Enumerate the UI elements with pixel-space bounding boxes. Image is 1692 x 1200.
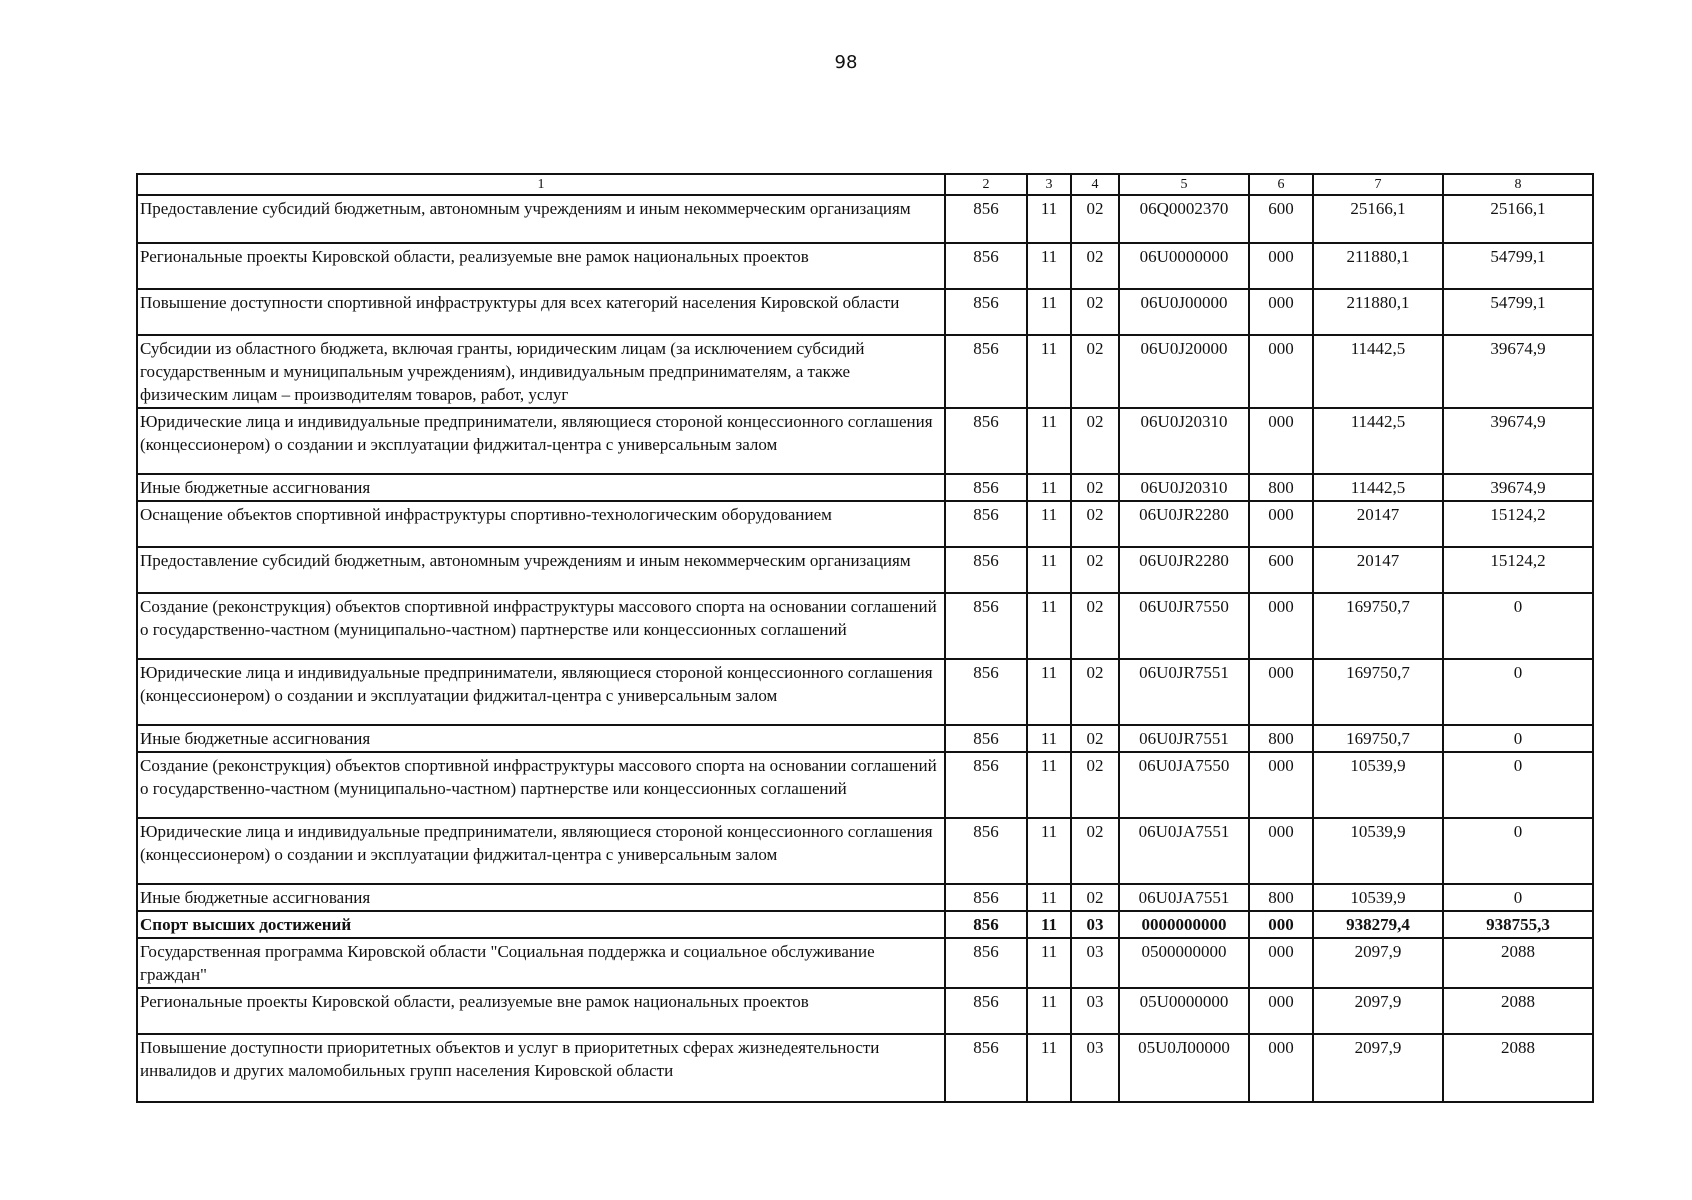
row-amount-year-2: 15124,2 bbox=[1443, 501, 1593, 547]
row-name: Государственная программа Кировской области "Социальная поддержка и социальное обслуживание граждан" bbox=[137, 938, 945, 988]
row-subsection: 02 bbox=[1071, 474, 1119, 501]
row-name: Создание (реконструкция) объектов спортивной инфраструктуры массового спорта на основании соглашений о государственно-частном (муниципально-частном) партнерстве или концессионных соглашений bbox=[137, 752, 945, 818]
col-header: 2 bbox=[945, 174, 1027, 195]
row-subsection: 02 bbox=[1071, 195, 1119, 243]
row-section: 11 bbox=[1027, 593, 1071, 659]
row-amount-year-1: 2097,9 bbox=[1313, 988, 1443, 1034]
row-amount-year-2: 54799,1 bbox=[1443, 243, 1593, 289]
row-target-code: 05U0000000 bbox=[1119, 988, 1249, 1034]
row-admin-code: 856 bbox=[945, 243, 1027, 289]
row-target-code: 06U0JR2280 bbox=[1119, 501, 1249, 547]
row-admin-code: 856 bbox=[945, 659, 1027, 725]
row-expense-type: 000 bbox=[1249, 408, 1313, 474]
row-target-code: 06U0JA7551 bbox=[1119, 884, 1249, 911]
row-name: Повышение доступности приоритетных объектов и услуг в приоритетных сферах жизнедеятельности инвалидов и других маломобильных групп населения Кировской области bbox=[137, 1034, 945, 1102]
table-row bbox=[137, 818, 1593, 884]
table-row bbox=[137, 547, 1593, 593]
row-name: Юридические лица и индивидуальные предприниматели, являющиеся стороной концессионного соглашения (концессионером) о создании и эксплуатации фиджитал-центра с универсальным залом bbox=[137, 818, 945, 884]
row-expense-type: 000 bbox=[1249, 911, 1313, 938]
row-amount-year-1: 211880,1 bbox=[1313, 289, 1443, 335]
row-target-code: 05U0Л00000 bbox=[1119, 1034, 1249, 1102]
row-amount-year-2: 938755,3 bbox=[1443, 911, 1593, 938]
row-subsection: 02 bbox=[1071, 243, 1119, 289]
row-amount-year-1: 169750,7 bbox=[1313, 725, 1443, 752]
row-subsection: 03 bbox=[1071, 1034, 1119, 1102]
col-header: 6 bbox=[1249, 174, 1313, 195]
row-section: 11 bbox=[1027, 474, 1071, 501]
table-row bbox=[137, 243, 1593, 289]
row-amount-year-1: 211880,1 bbox=[1313, 243, 1443, 289]
row-subsection: 02 bbox=[1071, 335, 1119, 408]
row-expense-type: 000 bbox=[1249, 752, 1313, 818]
row-admin-code: 856 bbox=[945, 1034, 1027, 1102]
row-expense-type: 800 bbox=[1249, 725, 1313, 752]
row-admin-code: 856 bbox=[945, 335, 1027, 408]
page-number: 98 bbox=[834, 52, 858, 73]
table-row bbox=[137, 938, 1593, 988]
row-amount-year-1: 10539,9 bbox=[1313, 884, 1443, 911]
row-amount-year-2: 25166,1 bbox=[1443, 195, 1593, 243]
table-row bbox=[137, 195, 1593, 243]
row-admin-code: 856 bbox=[945, 818, 1027, 884]
row-section: 11 bbox=[1027, 408, 1071, 474]
row-target-code: 06U0JA7550 bbox=[1119, 752, 1249, 818]
row-name: Иные бюджетные ассигнования bbox=[137, 474, 945, 501]
row-amount-year-1: 169750,7 bbox=[1313, 659, 1443, 725]
row-section: 11 bbox=[1027, 752, 1071, 818]
row-name: Повышение доступности спортивной инфраструктуры для всех категорий населения Кировской области bbox=[137, 289, 945, 335]
row-expense-type: 000 bbox=[1249, 988, 1313, 1034]
row-expense-type: 000 bbox=[1249, 818, 1313, 884]
row-expense-type: 000 bbox=[1249, 593, 1313, 659]
row-subsection: 03 bbox=[1071, 911, 1119, 938]
row-expense-type: 000 bbox=[1249, 335, 1313, 408]
row-amount-year-2: 2088 bbox=[1443, 1034, 1593, 1102]
row-target-code: 06U0JR7551 bbox=[1119, 725, 1249, 752]
header-row bbox=[137, 174, 1593, 195]
row-name: Оснащение объектов спортивной инфраструктуры спортивно-технологическим оборудованием bbox=[137, 501, 945, 547]
row-name: Региональные проекты Кировской области, реализуемые вне рамок национальных проектов bbox=[137, 243, 945, 289]
row-subsection: 02 bbox=[1071, 659, 1119, 725]
row-name: Юридические лица и индивидуальные предприниматели, являющиеся стороной концессионного соглашения (концессионером) о создании и эксплуатации фиджитал-центра с универсальным залом bbox=[137, 659, 945, 725]
row-section: 11 bbox=[1027, 818, 1071, 884]
row-admin-code: 856 bbox=[945, 289, 1027, 335]
row-expense-type: 800 bbox=[1249, 884, 1313, 911]
row-expense-type: 000 bbox=[1249, 243, 1313, 289]
row-name: Спорт высших достижений bbox=[137, 911, 945, 938]
row-target-code: 06U0J20310 bbox=[1119, 408, 1249, 474]
row-subsection: 02 bbox=[1071, 408, 1119, 474]
table-row bbox=[137, 988, 1593, 1034]
row-subsection: 02 bbox=[1071, 501, 1119, 547]
row-subsection: 02 bbox=[1071, 818, 1119, 884]
row-amount-year-1: 10539,9 bbox=[1313, 752, 1443, 818]
table-row bbox=[137, 659, 1593, 725]
row-section: 11 bbox=[1027, 988, 1071, 1034]
row-expense-type: 600 bbox=[1249, 547, 1313, 593]
row-amount-year-1: 20147 bbox=[1313, 501, 1443, 547]
row-target-code: 06U0000000 bbox=[1119, 243, 1249, 289]
row-subsection: 02 bbox=[1071, 593, 1119, 659]
row-amount-year-1: 11442,5 bbox=[1313, 408, 1443, 474]
row-amount-year-2: 2088 bbox=[1443, 988, 1593, 1034]
row-section: 11 bbox=[1027, 195, 1071, 243]
row-section: 11 bbox=[1027, 501, 1071, 547]
row-section: 11 bbox=[1027, 335, 1071, 408]
row-name: Предоставление субсидий бюджетным, автономным учреждениям и иным некоммерческим организациям bbox=[137, 547, 945, 593]
row-amount-year-1: 11442,5 bbox=[1313, 474, 1443, 501]
row-name: Иные бюджетные ассигнования bbox=[137, 725, 945, 752]
row-amount-year-1: 10539,9 bbox=[1313, 818, 1443, 884]
row-admin-code: 856 bbox=[945, 547, 1027, 593]
table-row bbox=[137, 752, 1593, 818]
row-subsection: 03 bbox=[1071, 988, 1119, 1034]
row-amount-year-2: 2088 bbox=[1443, 938, 1593, 988]
row-subsection: 02 bbox=[1071, 547, 1119, 593]
row-target-code: 0500000000 bbox=[1119, 938, 1249, 988]
row-subsection: 02 bbox=[1071, 884, 1119, 911]
row-amount-year-2: 0 bbox=[1443, 752, 1593, 818]
row-name: Субсидии из областного бюджета, включая гранты, юридическим лицам (за исключением субсидий государственным и муниципальным учреждениям), индивидуальным предпринимателям, а также физическим лицам – производителям товаров, работ, услуг bbox=[137, 335, 945, 408]
row-expense-type: 000 bbox=[1249, 1034, 1313, 1102]
row-name: Создание (реконструкция) объектов спортивной инфраструктуры массового спорта на основании соглашений о государственно-частном (муниципально-частном) партнерстве или концессионных соглашений bbox=[137, 593, 945, 659]
row-admin-code: 856 bbox=[945, 752, 1027, 818]
row-amount-year-2: 39674,9 bbox=[1443, 335, 1593, 408]
row-amount-year-2: 0 bbox=[1443, 593, 1593, 659]
row-amount-year-1: 25166,1 bbox=[1313, 195, 1443, 243]
row-target-code: 06U0JR2280 bbox=[1119, 547, 1249, 593]
row-section: 11 bbox=[1027, 659, 1071, 725]
row-admin-code: 856 bbox=[945, 593, 1027, 659]
row-section: 11 bbox=[1027, 725, 1071, 752]
budget-table bbox=[136, 173, 1594, 1103]
table-row bbox=[137, 408, 1593, 474]
row-expense-type: 000 bbox=[1249, 659, 1313, 725]
table-row bbox=[137, 474, 1593, 501]
row-name: Предоставление субсидий бюджетным, автономным учреждениям и иным некоммерческим организациям bbox=[137, 195, 945, 243]
row-target-code: 06U0JR7551 bbox=[1119, 659, 1249, 725]
row-amount-year-2: 54799,1 bbox=[1443, 289, 1593, 335]
row-target-code: 06U0JA7551 bbox=[1119, 818, 1249, 884]
row-subsection: 03 bbox=[1071, 938, 1119, 988]
row-section: 11 bbox=[1027, 547, 1071, 593]
row-target-code: 06U0J20310 bbox=[1119, 474, 1249, 501]
row-expense-type: 000 bbox=[1249, 938, 1313, 988]
row-amount-year-2: 0 bbox=[1443, 818, 1593, 884]
row-amount-year-2: 15124,2 bbox=[1443, 547, 1593, 593]
table-body bbox=[137, 195, 1593, 1102]
col-header: 4 bbox=[1071, 174, 1119, 195]
table-row bbox=[137, 1034, 1593, 1102]
row-admin-code: 856 bbox=[945, 911, 1027, 938]
row-admin-code: 856 bbox=[945, 195, 1027, 243]
row-name: Региональные проекты Кировской области, реализуемые вне рамок национальных проектов bbox=[137, 988, 945, 1034]
row-admin-code: 856 bbox=[945, 501, 1027, 547]
row-expense-type: 000 bbox=[1249, 289, 1313, 335]
table-row bbox=[137, 289, 1593, 335]
row-amount-year-1: 2097,9 bbox=[1313, 938, 1443, 988]
row-amount-year-2: 0 bbox=[1443, 884, 1593, 911]
row-target-code: 06U0JR7550 bbox=[1119, 593, 1249, 659]
row-section: 11 bbox=[1027, 289, 1071, 335]
row-target-code: 06Q0002370 bbox=[1119, 195, 1249, 243]
row-expense-type: 600 bbox=[1249, 195, 1313, 243]
row-subsection: 02 bbox=[1071, 752, 1119, 818]
row-admin-code: 856 bbox=[945, 938, 1027, 988]
row-amount-year-2: 39674,9 bbox=[1443, 474, 1593, 501]
table-row bbox=[137, 593, 1593, 659]
col-header: 1 bbox=[137, 174, 945, 195]
row-admin-code: 856 bbox=[945, 988, 1027, 1034]
row-amount-year-1: 2097,9 bbox=[1313, 1034, 1443, 1102]
row-section: 11 bbox=[1027, 243, 1071, 289]
col-header: 3 bbox=[1027, 174, 1071, 195]
row-section: 11 bbox=[1027, 938, 1071, 988]
col-header: 5 bbox=[1119, 174, 1249, 195]
row-amount-year-2: 0 bbox=[1443, 659, 1593, 725]
table-row bbox=[137, 725, 1593, 752]
row-amount-year-1: 938279,4 bbox=[1313, 911, 1443, 938]
row-section: 11 bbox=[1027, 1034, 1071, 1102]
row-target-code: 06U0J20000 bbox=[1119, 335, 1249, 408]
row-admin-code: 856 bbox=[945, 474, 1027, 501]
row-name: Юридические лица и индивидуальные предприниматели, являющиеся стороной концессионного соглашения (концессионером) о создании и эксплуатации фиджитал-центра с универсальным залом bbox=[137, 408, 945, 474]
row-amount-year-1: 169750,7 bbox=[1313, 593, 1443, 659]
row-target-code: 06U0J00000 bbox=[1119, 289, 1249, 335]
table-row bbox=[137, 501, 1593, 547]
row-admin-code: 856 bbox=[945, 725, 1027, 752]
row-amount-year-1: 20147 bbox=[1313, 547, 1443, 593]
row-amount-year-1: 11442,5 bbox=[1313, 335, 1443, 408]
row-subsection: 02 bbox=[1071, 725, 1119, 752]
row-section: 11 bbox=[1027, 911, 1071, 938]
row-admin-code: 856 bbox=[945, 884, 1027, 911]
col-header: 7 bbox=[1313, 174, 1443, 195]
row-amount-year-2: 0 bbox=[1443, 725, 1593, 752]
row-expense-type: 000 bbox=[1249, 501, 1313, 547]
row-section: 11 bbox=[1027, 884, 1071, 911]
table-row bbox=[137, 884, 1593, 911]
table-row bbox=[137, 335, 1593, 408]
row-subsection: 02 bbox=[1071, 289, 1119, 335]
row-admin-code: 856 bbox=[945, 408, 1027, 474]
col-header: 8 bbox=[1443, 174, 1593, 195]
table-row bbox=[137, 911, 1593, 938]
row-amount-year-2: 39674,9 bbox=[1443, 408, 1593, 474]
row-name: Иные бюджетные ассигнования bbox=[137, 884, 945, 911]
row-target-code: 0000000000 bbox=[1119, 911, 1249, 938]
row-expense-type: 800 bbox=[1249, 474, 1313, 501]
